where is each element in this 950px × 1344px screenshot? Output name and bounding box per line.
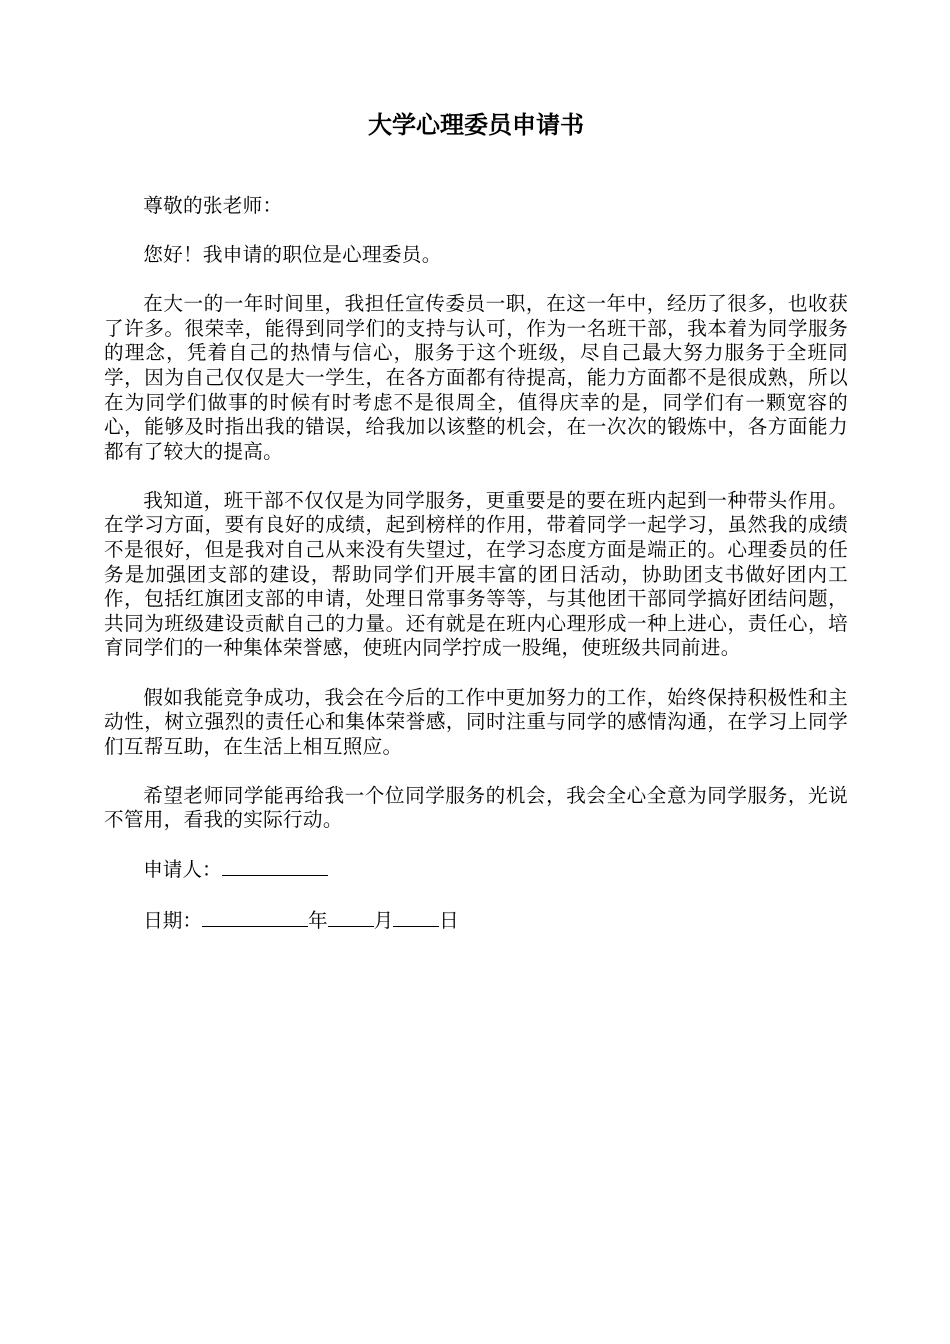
- salutation: 尊敬的张老师：: [143, 194, 283, 217]
- day-blank: [393, 908, 439, 927]
- month-label: 月: [373, 908, 394, 932]
- year-label: 年: [307, 908, 328, 932]
- applicant-line: [104, 857, 848, 883]
- document-title: 大学心理委员申请书: [368, 111, 584, 139]
- month-blank: [328, 908, 374, 927]
- date-line: [104, 908, 848, 934]
- body-paragraph-2: 我知道，班干部不仅仅是为同学服务，更重要是的要在班内起到一种带头作用。在学习方面，要有良好的成绩，起到榜样的作用，带着同学一起学习，虽然我的成绩不是很好，但是我对自己从来没有失望过，在学习态度方面是端正的。心理委员的任务是加强团支部的建设，帮助同学们开展丰富的团日活动，协助团支书做好团内工作，包括红旗团支部的申请，处理日常事务等等，与其他团干部同学搞好团结问题，共同为班级建设贡献自己的力量。还有就是在班内心理形成一种上进心，责任心，培育同学们的一种集体荣誉感，使班内同学拧成一股绳，使班级共同前进。: [104, 488, 848, 660]
- year-blank: [202, 908, 308, 927]
- document-page: [104, 108, 848, 958]
- body-paragraph-1: 在大一的一年时间里，我担任宣传委员一职，在这一年中，经历了很多，也收获了许多。很荣幸，能得到同学们的支持与认可，作为一名班干部，我本着为同学服务的理念，凭着自己的热情与信心，服务于这个班级，尽自己最大努力服务于全班同学，因为自己仅仅是大一学生，在各方面都有待提高，能力方面都不是很成熟，所以在为同学们做事的时候有时考虑不是很周全，值得庆幸的是，同学们有一颗宽容的心，能够及时指出我的错误，给我加以该整的机会，在一次次的锻炼中，各方面能力都有了较大的提高。: [104, 292, 848, 463]
- applicant-label: 申请人：: [143, 858, 222, 882]
- body-paragraph-3: 假如我能竞争成功，我会在今后的工作中更加努力的工作，始终保持积极性和主动性，树立强烈的责任心和集体荣誉感，同时注重与同学的感情沟通，在学习上同学们互帮互助，在生活上相互照应。: [104, 685, 848, 758]
- greeting: 您好！我申请的职位是心理委员。: [143, 243, 442, 267]
- date-label: 日期：: [143, 908, 202, 932]
- body-paragraph-4: 希望老师同学能再给我一个位同学服务的机会，我会全心全意为同学服务，光说不管用，看我的实际行动。: [104, 783, 848, 832]
- applicant-blank: [222, 857, 328, 876]
- day-label: 日: [439, 908, 459, 932]
